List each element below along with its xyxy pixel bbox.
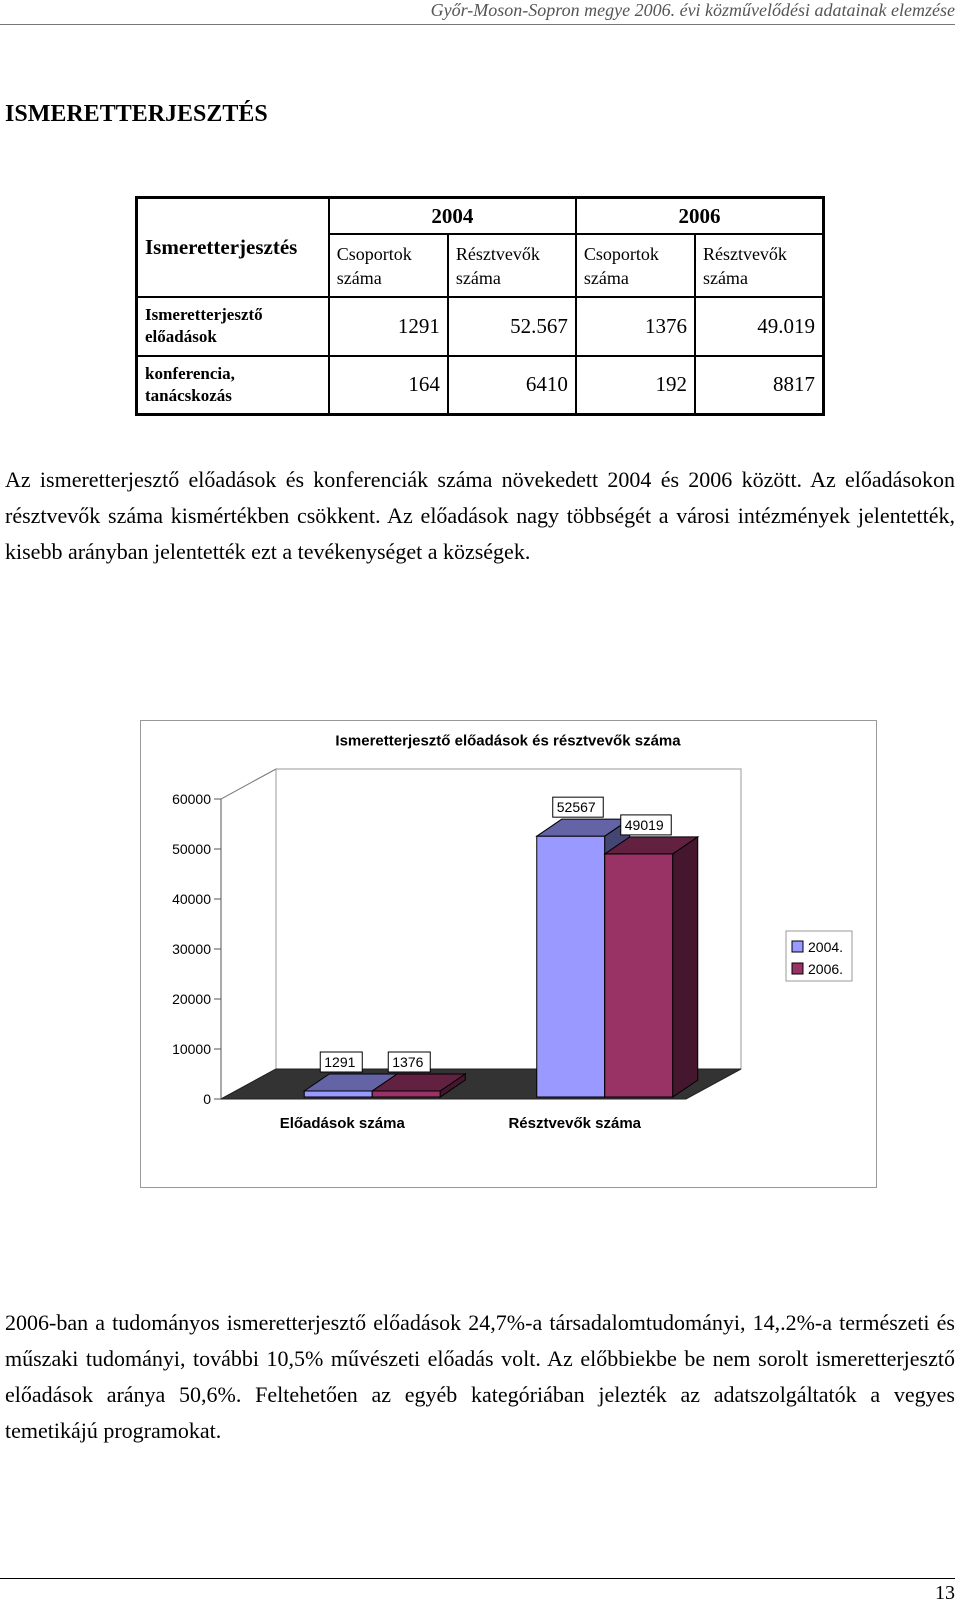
table-row <box>137 356 824 415</box>
data-label: 1376 <box>392 1054 424 1070</box>
bar-side <box>673 837 698 1097</box>
year-header-2004: 2004 <box>329 198 576 235</box>
bar-chart <box>140 720 877 1188</box>
table-row <box>137 297 824 355</box>
y-tick-label: 50000 <box>172 841 211 857</box>
y-tick-label: 30000 <box>172 941 211 957</box>
table-cell: 52.567 <box>448 297 576 355</box>
bar-front <box>605 854 673 1097</box>
year-header-2006: 2006 <box>576 198 824 235</box>
table-cell: 1376 <box>576 297 695 355</box>
table-cell: 8817 <box>695 356 824 415</box>
subheader-groups-2006: Csoportok száma <box>576 234 695 297</box>
data-label: 49019 <box>624 816 664 833</box>
table-corner-header: Ismeretterjesztés <box>137 198 329 298</box>
subheader-participants-2004: Résztvevők száma <box>448 234 576 297</box>
subheader-groups-2004: Csoportok száma <box>329 234 448 297</box>
section-title: ISMERETTERJESZTÉS <box>5 101 268 127</box>
y-tick-label: 20000 <box>172 991 211 1007</box>
row-label: Ismeretterjesztő előadások <box>137 297 329 355</box>
data-label: 52567 <box>556 799 596 816</box>
table-cell: 6410 <box>448 356 576 415</box>
y-tick-label: 60000 <box>172 791 211 807</box>
bar-front <box>304 1091 372 1097</box>
table-cell: 49.019 <box>695 297 824 355</box>
legend-label: 2004. <box>808 939 844 955</box>
table-header-row <box>137 198 824 235</box>
chart-canvas <box>141 721 876 1187</box>
table-cell: 1291 <box>329 297 448 355</box>
legend-swatch <box>792 963 803 974</box>
paragraph-breakdown: 2006-ban a tudományos ismeretterjesztő előadások 24,7%-a társadalomtudományi, 14,.2%-a természeti és műszaki tudományi, további 10,5% művészeti előadás volt. Az előbbiekbe be nem sorolt ismeretterjesztő előadások aránya 50,6%. Feltehetően az egyéb kategóriában jelezték az adatszolgáltatók a vegyes temetikájú programokat. <box>5 1310 955 1443</box>
y-tick-label: 40000 <box>172 891 211 907</box>
y-tick-label: 10000 <box>172 1041 211 1057</box>
chart-side-wall <box>221 769 276 1099</box>
bar-front <box>372 1091 440 1097</box>
chart-title: Ismeretterjesztő előadások és résztvevők száma <box>335 732 681 750</box>
page-number: 13 <box>0 1578 955 1605</box>
data-label: 1291 <box>324 1054 356 1070</box>
subheader-participants-2006: Résztvevők száma <box>695 234 824 297</box>
category-label: Előadások száma <box>279 1115 405 1132</box>
y-tick-label: 0 <box>203 1091 211 1107</box>
statistics-table <box>135 196 825 416</box>
legend-label: 2006. <box>808 961 844 977</box>
paragraph-intro: Az ismeretterjesztő előadások és konferenciák száma növekedett 2004 és 2006 között. Az előadásokon résztvevők száma kismértékben csökkent. Az előadások nagy többségét a városi intézmények jelentették, kisebb arányban jelentették ezt a tevékenységet a községek. <box>5 467 955 564</box>
row-label: konferencia, tanácskozás <box>137 356 329 415</box>
table-cell: 164 <box>329 356 448 415</box>
legend-swatch <box>792 941 803 952</box>
bar-front <box>537 836 605 1097</box>
table-cell: 192 <box>576 356 695 415</box>
category-label: Résztvevők száma <box>508 1115 642 1132</box>
running-header: Győr-Moson-Sopron megye 2006. évi közművelődési adatainak elemzése <box>0 0 955 25</box>
